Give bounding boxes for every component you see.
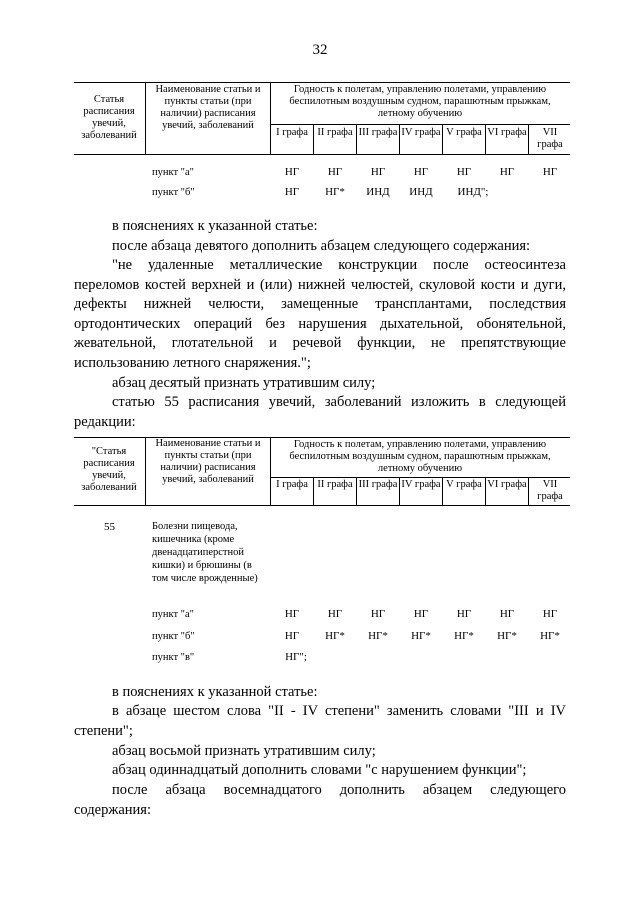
table-cell: НГ <box>370 166 386 178</box>
table-cell: НГ <box>327 608 343 620</box>
table-cell: НГ"; <box>285 651 307 663</box>
table-cell: НГ <box>542 166 558 178</box>
table-cell: НГ* <box>411 630 431 642</box>
grafa-4: IV графа <box>401 479 441 490</box>
grafa-7: VII графа <box>537 127 563 150</box>
paragraph: абзац одиннадцатый дополнить словами "с нарушением функции"; <box>112 762 527 778</box>
article-name: Болезни пищевода, кишечника (кроме двенадцатиперстной кишки) и брюшины (в том числе врожденные) <box>152 521 258 584</box>
grafa-1: I графа <box>276 479 308 490</box>
header-fitness: Годность к полетам, управлению полетами, управлению беспилотным воздушным судном, парашютным прыжкам, летному обучению <box>289 439 551 474</box>
grafa-5: V графа <box>446 479 482 490</box>
table-cell: НГ <box>284 186 300 198</box>
grafa-3: III графа <box>358 479 398 490</box>
table-cell: НГ <box>456 608 472 620</box>
table-cell: НГ* <box>497 630 517 642</box>
paragraph: статью 55 расписания увечий, заболеваний изложить в следующей редакции: <box>74 394 566 430</box>
table-cell: НГ* <box>325 186 345 198</box>
table-header-bottom-border <box>74 505 570 506</box>
table-cell: НГ* <box>368 630 388 642</box>
paragraph: абзац восьмой признать утратившим силу; <box>112 743 376 759</box>
row-label-a: пункт "а" <box>152 609 194 620</box>
table-subheader-border <box>270 124 570 125</box>
row-label-b: пункт "б" <box>152 631 195 642</box>
article-number: 55 <box>104 521 115 533</box>
table-cell: ИНД <box>409 186 433 198</box>
table-cell: НГ <box>370 608 386 620</box>
table-cell: НГ* <box>325 630 345 642</box>
table-cell: НГ <box>542 608 558 620</box>
table-cell: НГ <box>499 166 515 178</box>
paragraph: в пояснениях к указанной статье: <box>112 218 318 234</box>
row-label-a: пункт "а" <box>152 167 194 178</box>
table-subheader-border <box>270 477 570 478</box>
table-cell: НГ <box>499 608 515 620</box>
grafa-2: II графа <box>317 479 353 490</box>
table-cell: НГ* <box>454 630 474 642</box>
paragraph: абзац десятый признать утратившим силу; <box>112 375 376 391</box>
paragraph: после абзаца восемнадцатого дополнить абзацем следующего содержания: <box>74 782 566 818</box>
header-fitness: Годность к полетам, управлению полетами, управлению беспилотным воздушным судном, парашютным прыжкам, летному обучению <box>289 84 551 119</box>
table-cell: НГ <box>456 166 472 178</box>
grafa-3: III графа <box>358 127 398 138</box>
paragraph: в абзаце шестом слова "II - IV степени" заменить словами "III и IV степени"; <box>74 703 566 739</box>
table-cell: ИНД"; <box>457 186 489 198</box>
table-top-border <box>74 82 570 83</box>
paragraph: после абзаца девятого дополнить абзацем следующего содержания: <box>112 238 531 254</box>
header-article: "Статья расписания увечий, заболеваний <box>81 446 137 493</box>
paragraph: в пояснениях к указанной статье: <box>112 684 318 700</box>
header-name: Наименование статьи и пункты статьи (при наличии) расписания увечий, заболеваний <box>155 84 261 131</box>
table-cell: НГ <box>413 166 429 178</box>
header-article: Статья расписания увечий, заболеваний <box>81 94 137 141</box>
table-cell: НГ <box>284 630 300 642</box>
table-cell: НГ <box>413 608 429 620</box>
grafa-4: IV графа <box>401 127 441 138</box>
table-cell: НГ* <box>540 630 560 642</box>
grafa-6: VI графа <box>487 127 527 138</box>
paragraph-quote: "не удаленные металлические конструкции после остеосинтеза переломов костей верхней и (или) нижней челюстей, скуловой кости и дуги, дефекты нижней челюсти, замещенные трансплантами, последствия ортодонтических операций без нарушения дыхательной, обонятельной, жевательной, глотательной и речевой функции, не препятствующие использованию летного снаряжения."; <box>74 257 566 371</box>
table-cell: НГ <box>284 608 300 620</box>
table-cell: ИНД <box>366 186 390 198</box>
grafa-7: VII графа <box>537 479 563 502</box>
grafa-6: VI графа <box>487 479 527 490</box>
row-label-v: пункт "в" <box>152 652 195 663</box>
grafa-2: II графа <box>317 127 353 138</box>
table-header-bottom-border <box>74 154 570 155</box>
row-label-b: пункт "б" <box>152 187 195 198</box>
grafa-1: I графа <box>276 127 308 138</box>
page-number: 32 <box>312 42 328 58</box>
grafa-5: V графа <box>446 127 482 138</box>
header-name: Наименование статьи и пункты статьи (при наличии) расписания увечий, заболеваний <box>155 438 261 485</box>
table-cell: НГ <box>327 166 343 178</box>
table-cell: НГ <box>284 166 300 178</box>
